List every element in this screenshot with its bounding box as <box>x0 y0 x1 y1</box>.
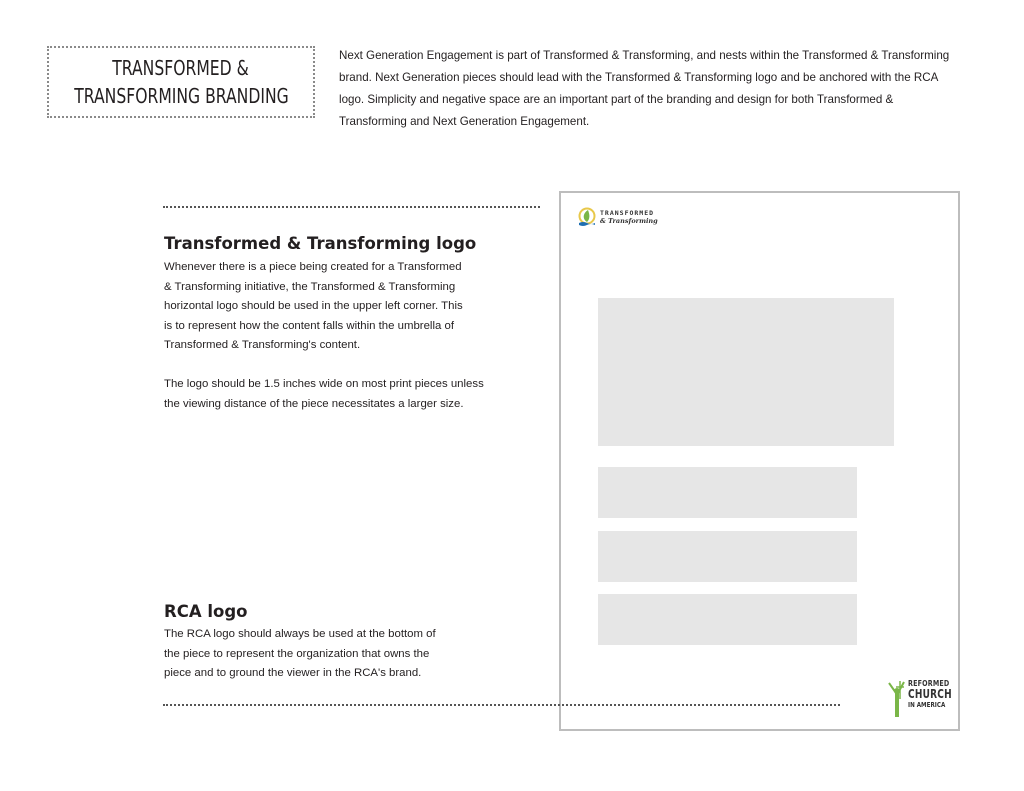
page-title-line-2: TRANSFORMING BRANDING <box>73 84 289 108</box>
placeholder-text-block-3 <box>598 594 857 645</box>
section-body-tt-logo: Whenever there is a piece being created for a Transformed & Transforming initiative, the Transformed & Transforming horizontal logo should be used in the upper left corner. This is to represent how the content falls within the umbrella of Transformed & Transforming's content. The logo should be 1.5 inches wide on most print pieces unless the viewing distance of the piece necessitates a larger size. <box>164 261 484 410</box>
intro-paragraph: Next Generation Engagement is part of Transformed & Transforming, and nests within the Transformed & Transforming brand. Next Generation pieces should lead with the Transformed & Transforming logo and be anchored with the RCA logo. Simplicity and negative space are an important part of the branding and design for both Transformed & Transforming and Next Generation Engagement. <box>339 49 950 128</box>
transformed-transforming-logo <box>577 207 658 227</box>
section-heading-tt-logo: Transformed & Transforming logo <box>164 234 477 253</box>
rca-logo-line-2: CHURCH <box>908 687 952 701</box>
section-body-rca-logo: The RCA logo should always be used at the bottom of the piece to represent the organization that owns the piece and to ground the viewer in the RCA's brand. <box>164 628 436 679</box>
title-box <box>47 46 315 118</box>
top-dotted-divider <box>163 206 540 208</box>
placeholder-text-block-1 <box>598 467 857 518</box>
tt-logo-mark-icon <box>577 207 597 227</box>
page-title-line-1: TRANSFORMED & <box>112 56 250 80</box>
rca-logo <box>888 679 966 719</box>
page-mockup <box>559 191 960 731</box>
tt-logo-line-2: & Transforming <box>600 217 658 225</box>
rca-logo-mark-icon <box>888 679 906 719</box>
placeholder-text-block-2 <box>598 531 857 582</box>
placeholder-image-block <box>598 298 894 446</box>
rca-logo-line-3: IN AMERICA <box>908 701 946 709</box>
section-heading-rca-logo: RCA logo <box>164 602 248 621</box>
rca-logo-line-1: REFORMED <box>908 679 950 688</box>
bottom-dotted-divider <box>163 704 840 706</box>
tt-logo-line-1: TRANSFORMED <box>600 209 655 217</box>
